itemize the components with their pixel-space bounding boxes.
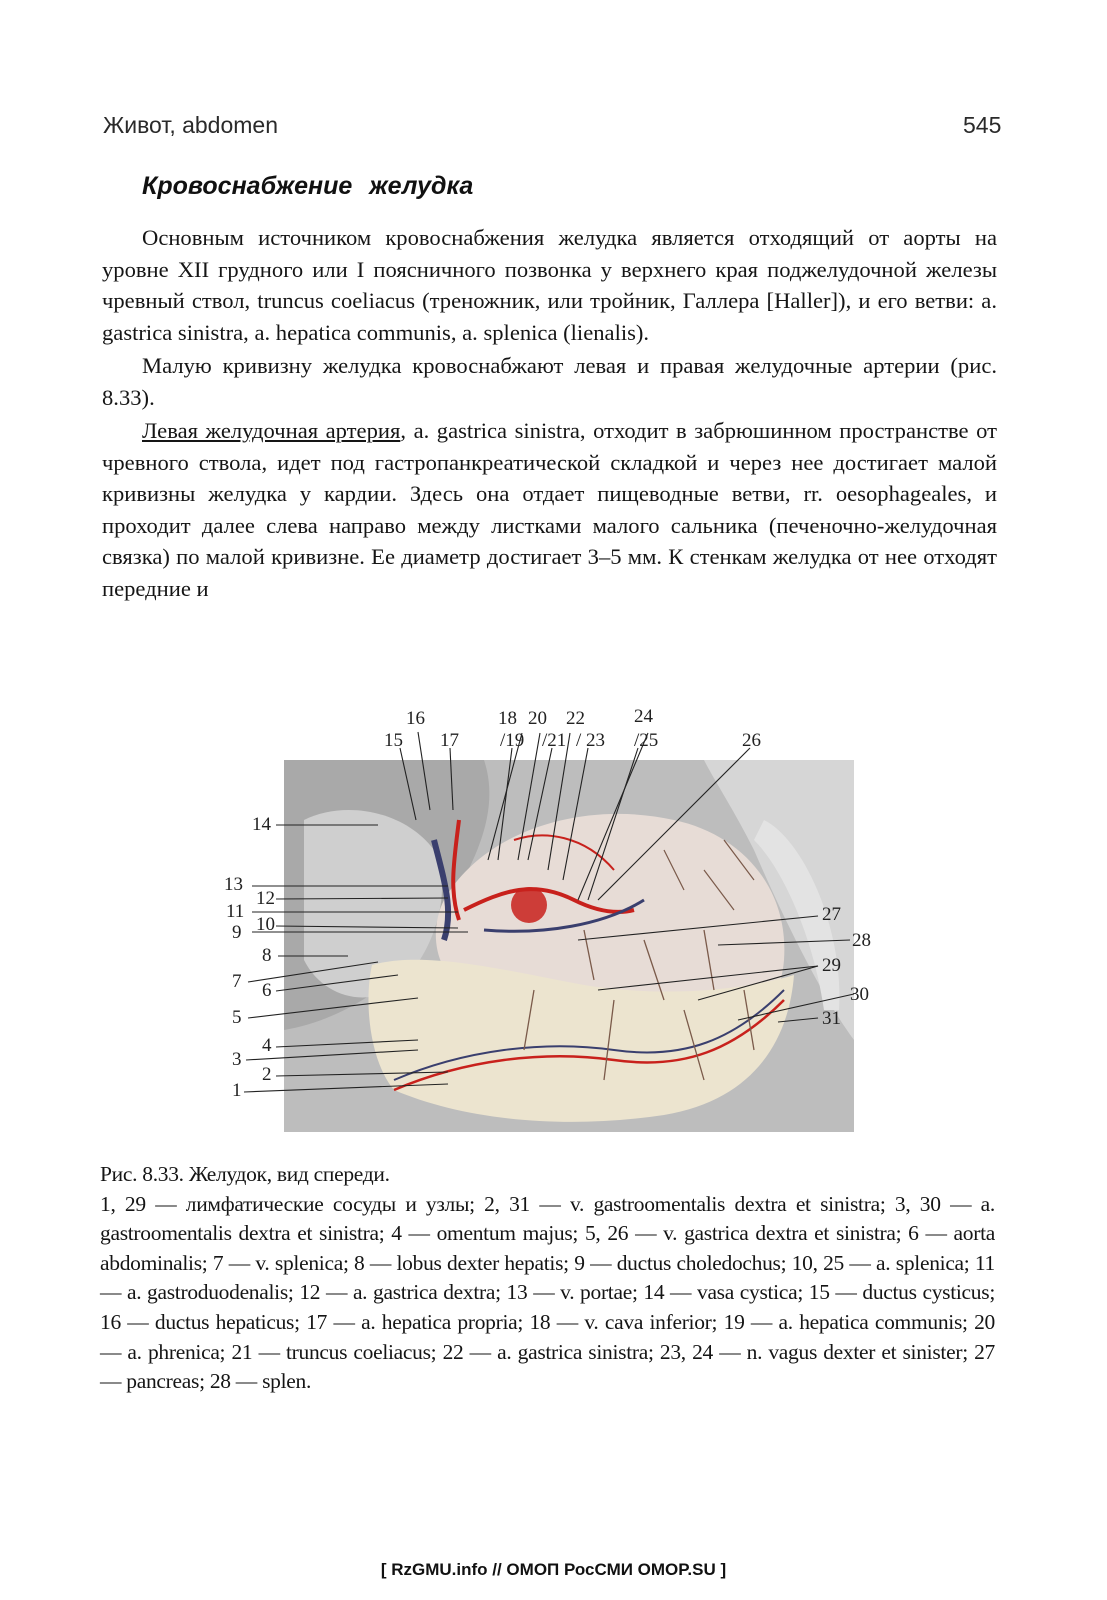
figure-label-3: 3 [232,1049,242,1070]
figure-label-8: 8 [262,945,272,966]
figure-label-28: 28 [852,930,871,951]
figure-caption [100,1160,995,1397]
figure-label-14: 14 [252,814,271,835]
figure-label-10: 10 [256,914,275,935]
caption-title: Рис. 8.33. Желудок, вид спереди. [100,1162,390,1186]
figure-label-21: /21 [542,730,567,751]
anatomical-figure [218,700,878,1140]
figure-label-12: 12 [256,888,275,909]
figure-label-11: 11 [226,901,245,922]
figure-label-29: 29 [822,955,841,976]
caption-legend: 1, 29 — лимфатические сосуды и узлы; 2, 31 — v. gastroomentalis dextra et sinistra; 3, 30 — a. gastroomentalis dextra et sinistra; 4 — omentum majus; 5, 26 — v. gastrica dextra et sinistra; 6 — aorta abdominalis; 7 — v. splenica; 8 — lobus dexter hepatis; 9 — ductus choledochus; 10, 25 — a. splenica; 11 — a. gastroduodenalis; 12 — a. gastrica dextra; 13 — v. portae; 14 — vasa cystica; 15 — ductus cysticus; 16 — ductus hepaticus; 17 — a. hepatica propria; 18 — v. cava inferior; 19 — a. hepatica communis; 20 — a. phrenica; 21 — truncus coeliacus; 22 — a. gastrica sinistra; 23, 24 — n. vagus dexter et sinister; 27 — pancreas; 28 — splen. [100,1191,995,1394]
figure-label-31: 31 [822,1008,841,1029]
figure-label-16: 16 [406,708,425,729]
underlined-term: Левая желудочная артерия [142,418,401,443]
figure-label-22: 22 [566,708,585,729]
figure-label-20: 20 [528,708,547,729]
body-text [102,222,997,606]
figure-label-27: 27 [822,904,841,925]
figure-label-18: 18 [498,708,517,729]
leader-lines [218,700,878,1140]
figure-label-23: / 23 [576,730,606,751]
paragraph-1: Основным источником кровоснабжения желудка является отходящий от аорты на уровне XII грудного или I поясничного позвонка у верхнего края поджелудочной железы чревный ствол, truncus coeliacus (треножник, или тройник, Галлера [Haller]), и его ветви: a. gastrica sinistra, a. hepatica communis, a. splenica (lienalis). [102,225,997,345]
paragraph-3 [102,415,997,604]
figure-label-1: 1 [232,1080,242,1101]
figure-label-26: 26 [742,730,761,751]
figure-label-9: 9 [232,922,242,943]
figure-label-6: 6 [262,980,272,1001]
figure-label-5: 5 [232,1007,242,1028]
figure-label-24: 24 [634,706,653,727]
paragraph-3-rest: , a. gastrica sinistra, отходит в забрюшинном пространстве от чревного ствола, идет под гастропанкреатической складкой и через нее достигает малой кривизны желудка у кардии. Здесь она отдает пищеводные ветви, rr. oesophageales, и проходит далее слева направо между листками малого сальника (печеночно-желудочная связка) по малой кривизне. Ее диаметр достигает 3–5 мм. К стенкам желудка от нее отходят передние и [102,418,997,601]
figure-label-7: 7 [232,971,242,992]
figure-label-4: 4 [262,1035,272,1056]
running-header: Живот, abdomen [103,112,279,138]
figure-label-2: 2 [262,1064,272,1085]
figure-label-25: /25 [634,730,659,751]
figure-label-19: /19 [500,730,525,751]
figure-label-15: 15 [384,730,403,751]
page-number: 545 [963,112,1002,138]
section-title: Кровоснабжение желудка [142,172,474,200]
footer-watermark: [ RzGMU.info // ОМОП РосСМИ OMOP.SU ] [380,1560,727,1579]
paragraph-2: Малую кривизну желудка кровоснабжают левая и правая желудочные артерии (рис. 8.33). [102,353,997,410]
figure-label-17: 17 [440,730,459,751]
figure-label-30: 30 [850,984,869,1005]
figure-label-13: 13 [224,874,243,895]
